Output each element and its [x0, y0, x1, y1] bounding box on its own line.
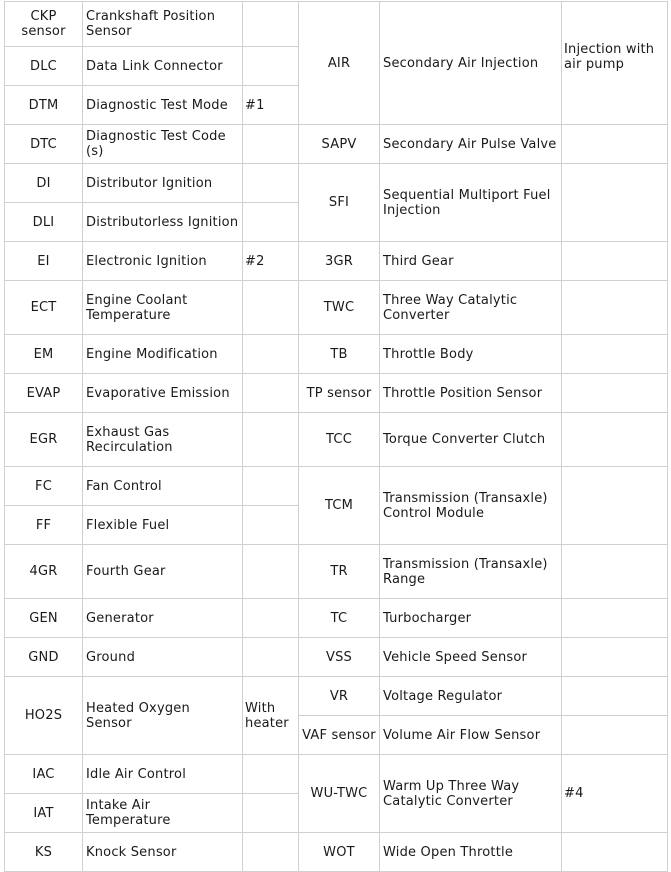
term-cell: Flexible Fuel — [83, 506, 243, 545]
abbreviation-cell: WU-TWC — [299, 755, 380, 833]
note-cell: #2 — [243, 242, 299, 281]
note-cell — [562, 164, 668, 242]
abbreviation-cell: VSS — [299, 638, 380, 677]
abbreviation-cell: TWC — [299, 281, 380, 335]
table-row — [5, 638, 668, 677]
abbreviation-cell: GND — [5, 638, 83, 677]
term-cell: Electronic Ignition — [83, 242, 243, 281]
note-cell — [243, 2, 299, 47]
term-cell: Distributorless Ignition — [83, 203, 243, 242]
note-cell — [243, 164, 299, 203]
note-cell: Injection with air pump — [562, 2, 668, 125]
term-cell: Engine Coolant Temperature — [83, 281, 243, 335]
abbreviation-cell: VR — [299, 677, 380, 716]
note-cell — [562, 467, 668, 545]
term-cell: Third Gear — [380, 242, 562, 281]
term-cell: Wide Open Throttle — [380, 833, 562, 872]
note-cell — [562, 545, 668, 599]
note-cell — [562, 677, 668, 716]
note-cell — [562, 125, 668, 164]
table-row — [5, 467, 668, 506]
note-cell — [562, 599, 668, 638]
abbreviation-cell: FF — [5, 506, 83, 545]
term-cell: Transmission (Transaxle) Control Module — [380, 467, 562, 545]
note-cell — [562, 716, 668, 755]
abbreviation-cell: FC — [5, 467, 83, 506]
term-cell: Voltage Regulator — [380, 677, 562, 716]
table-row — [5, 125, 668, 164]
term-cell: Diagnostic Test Code (s) — [83, 125, 243, 164]
abbreviation-cell: TCM — [299, 467, 380, 545]
note-cell — [243, 506, 299, 545]
abbreviation-cell: DLI — [5, 203, 83, 242]
note-cell — [562, 638, 668, 677]
term-cell: Three Way Catalytic Converter — [380, 281, 562, 335]
abbreviation-cell: TC — [299, 599, 380, 638]
abbreviation-cell: IAC — [5, 755, 83, 794]
abbreviation-cell: CKP sensor — [5, 2, 83, 47]
abbreviation-cell: TCC — [299, 413, 380, 467]
term-cell: Throttle Position Sensor — [380, 374, 562, 413]
note-cell — [562, 833, 668, 872]
abbreviation-cell: EGR — [5, 413, 83, 467]
abbreviation-cell: DTC — [5, 125, 83, 164]
table-row — [5, 2, 668, 47]
note-cell — [243, 47, 299, 86]
term-cell: Volume Air Flow Sensor — [380, 716, 562, 755]
term-cell: Turbocharger — [380, 599, 562, 638]
abbreviation-cell: AIR — [299, 2, 380, 125]
note-cell — [562, 242, 668, 281]
table-row — [5, 599, 668, 638]
abbreviation-cell: TB — [299, 335, 380, 374]
term-cell: Secondary Air Pulse Valve — [380, 125, 562, 164]
term-cell: Throttle Body — [380, 335, 562, 374]
term-cell: Idle Air Control — [83, 755, 243, 794]
term-cell: Secondary Air Injection — [380, 2, 562, 125]
table-row — [5, 242, 668, 281]
note-cell: #4 — [562, 755, 668, 833]
abbreviation-cell: WOT — [299, 833, 380, 872]
term-cell: Sequential Multiport Fuel Injection — [380, 164, 562, 242]
term-cell: Knock Sensor — [83, 833, 243, 872]
abbreviation-cell: DTM — [5, 86, 83, 125]
note-cell — [243, 599, 299, 638]
table-row — [5, 833, 668, 872]
term-cell: Fan Control — [83, 467, 243, 506]
table-row — [5, 413, 668, 467]
term-cell: Warm Up Three Way Catalytic Converter — [380, 755, 562, 833]
table-row — [5, 545, 668, 599]
abbreviation-cell: TP sensor — [299, 374, 380, 413]
abbreviation-cell: IAT — [5, 794, 83, 833]
abbreviation-cell: ECT — [5, 281, 83, 335]
table-row — [5, 281, 668, 335]
abbreviation-cell: TR — [299, 545, 380, 599]
abbreviation-cell: SAPV — [299, 125, 380, 164]
term-cell: Diagnostic Test Mode — [83, 86, 243, 125]
table-row — [5, 335, 668, 374]
term-cell: Heated Oxygen Sensor — [83, 677, 243, 755]
table-row — [5, 164, 668, 203]
note-cell — [243, 203, 299, 242]
term-cell: Crankshaft Position Sensor — [83, 2, 243, 47]
note-cell — [243, 281, 299, 335]
term-cell: Torque Converter Clutch — [380, 413, 562, 467]
table-row — [5, 755, 668, 794]
table-row — [5, 677, 668, 716]
note-cell — [243, 833, 299, 872]
abbreviation-cell: DI — [5, 164, 83, 203]
note-cell — [562, 281, 668, 335]
table-row — [5, 374, 668, 413]
term-cell: Ground — [83, 638, 243, 677]
term-cell: Data Link Connector — [83, 47, 243, 86]
note-cell — [243, 755, 299, 794]
note-cell — [243, 545, 299, 599]
term-cell: Evaporative Emission — [83, 374, 243, 413]
abbreviation-cell: 3GR — [299, 242, 380, 281]
term-cell: Engine Modification — [83, 335, 243, 374]
abbreviation-cell: KS — [5, 833, 83, 872]
term-cell: Generator — [83, 599, 243, 638]
abbreviation-cell: HO2S — [5, 677, 83, 755]
abbreviation-cell: VAF sensor — [299, 716, 380, 755]
note-cell — [243, 467, 299, 506]
abbreviations-table — [4, 1, 668, 872]
term-cell: Distributor Ignition — [83, 164, 243, 203]
abbreviation-cell: DLC — [5, 47, 83, 86]
note-cell — [243, 794, 299, 833]
term-cell: Exhaust Gas Recirculation — [83, 413, 243, 467]
note-cell — [562, 413, 668, 467]
term-cell: Fourth Gear — [83, 545, 243, 599]
note-cell: With heater — [243, 677, 299, 755]
abbreviation-cell: SFI — [299, 164, 380, 242]
note-cell — [562, 335, 668, 374]
note-cell — [243, 335, 299, 374]
abbreviation-cell: EI — [5, 242, 83, 281]
abbreviation-cell: EM — [5, 335, 83, 374]
term-cell: Intake Air Temperature — [83, 794, 243, 833]
note-cell — [243, 374, 299, 413]
abbreviation-cell: EVAP — [5, 374, 83, 413]
term-cell: Vehicle Speed Sensor — [380, 638, 562, 677]
note-cell — [243, 125, 299, 164]
note-cell — [243, 413, 299, 467]
term-cell: Transmission (Transaxle) Range — [380, 545, 562, 599]
abbreviation-cell: GEN — [5, 599, 83, 638]
abbreviation-cell: 4GR — [5, 545, 83, 599]
note-cell — [243, 638, 299, 677]
note-cell — [562, 374, 668, 413]
note-cell: #1 — [243, 86, 299, 125]
